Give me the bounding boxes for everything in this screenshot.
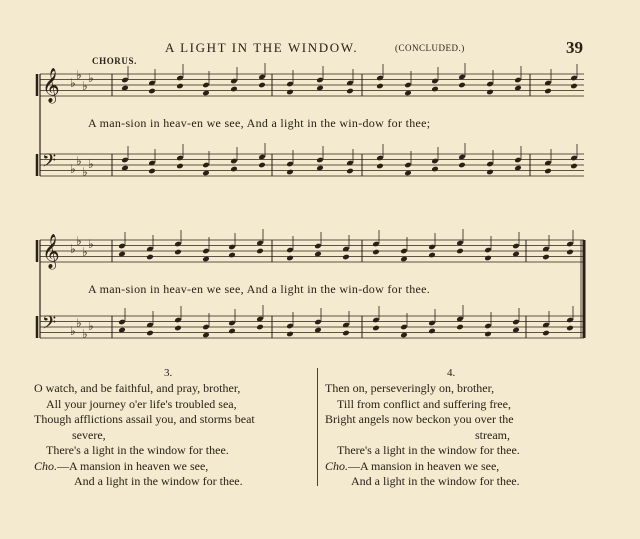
system-1-bass-note: [346, 168, 354, 175]
system-2-bass-note: [484, 331, 492, 338]
page-number: 39: [566, 38, 583, 57]
system-2-bass-key: ♭: [76, 316, 82, 330]
system-2-bass-note: [566, 325, 574, 332]
system-2-bass-key: ♭: [70, 324, 76, 338]
system-2-bass-note: [342, 330, 350, 337]
system-2-bass-note: [286, 331, 294, 338]
verse-4-line-1: Then on, perseveringly on, brother,: [325, 381, 495, 395]
system-2-treble-key: ♭: [70, 242, 76, 256]
verse-4-line-3: Bright angels now beckon you over the: [325, 412, 514, 426]
system-2-treble-note: [146, 254, 154, 261]
system-2-bass-note: [174, 325, 182, 332]
system-1-treble-note: [376, 83, 384, 90]
system-1-treble-note: [486, 89, 494, 96]
system-1-treble-note: [346, 88, 354, 95]
verse-3-line-4: severe,: [72, 427, 106, 442]
page-subtitle: (CONCLUDED.): [395, 43, 465, 53]
system-1-bass-note: [570, 163, 578, 170]
verse-divider: [317, 368, 318, 486]
system-1-bass-key: ♭: [88, 157, 94, 171]
system-1-lyrics: A man-sion in heav-en we see, And a light in the win-dow for thee;: [88, 116, 431, 130]
system-2-treble-note: [174, 249, 182, 256]
system-2-treble-note: [566, 249, 574, 256]
verse-3-number: 3.: [164, 367, 173, 379]
verse-4-line-5: There's a light in the window for thee.: [337, 443, 520, 457]
system-2-bass-note: [146, 330, 154, 337]
system-1-bass-note: [376, 163, 384, 170]
system-1-bass-note: [458, 162, 466, 169]
system-2-treble-note: [484, 255, 492, 262]
page-title: A LIGHT IN THE WINDOW.: [165, 40, 359, 55]
system-2-treble-note: [342, 254, 350, 261]
system-2-bass-note: [256, 324, 264, 331]
verse-4-number: 4.: [447, 367, 456, 379]
verse-3-chorus-1: [34, 459, 314, 475]
verse-4-line-2: Till from conflict and suffering free,: [337, 396, 511, 411]
system-2-bass-note: [542, 330, 550, 337]
system-1-bass-note: [544, 168, 552, 175]
system-2-treble-note: [286, 255, 294, 262]
verse-3-cho-label: Cho.: [34, 458, 58, 473]
system-1-bass-clef: 𝄢: [42, 151, 57, 176]
system-1-bass-note: [148, 168, 156, 175]
verse-3-line-1: O watch, and be faithful, and pray, brother,: [34, 381, 241, 395]
system-1-treble-clef: 𝄞: [42, 68, 60, 103]
system-2-bass-key: ♭: [88, 319, 94, 333]
verse-4: [325, 366, 625, 490]
system-2-bass-key: ♭: [82, 327, 88, 341]
system-2-treble-note: [228, 252, 236, 259]
system-2-treble-key: ♭: [82, 245, 88, 259]
system-2-treble-note: [372, 249, 380, 256]
system-1-bass-note: [486, 169, 494, 176]
system-1-bass-note: [230, 166, 238, 173]
system-1-bass-note: [176, 163, 184, 170]
system-2-bass-note: [428, 328, 436, 335]
system-1-treble-key: ♭: [82, 79, 88, 93]
score-drawing: [37, 63, 584, 341]
verse-3: [34, 366, 314, 490]
system-1-treble-note: [570, 83, 578, 90]
system-2-bass-note: [228, 328, 236, 335]
system-2-treble-key: ♭: [88, 237, 94, 251]
system-2-treble-note: [456, 248, 464, 255]
verse-3-chorus-text-1: —A mansion in heaven we see,: [57, 458, 209, 473]
system-1-bass-note: [258, 162, 266, 169]
system-2-bass-note: [372, 325, 380, 332]
verse-4-line-4: stream,: [475, 427, 510, 442]
system-2-bass-clef: 𝄢: [42, 313, 57, 338]
verse-4-chorus-text-1: —A mansion in heaven we see,: [348, 458, 500, 473]
verse-3-line-5: There's a light in the window for thee.: [46, 443, 229, 457]
system-2-treble-key: ♭: [76, 234, 82, 248]
system-1-bass-note: [286, 169, 294, 176]
system-1-treble-note: [458, 82, 466, 89]
system-1-treble-note: [431, 86, 439, 93]
system-1-treble-note: [148, 88, 156, 95]
verse-3-chorus-2: And a light in the window for thee.: [74, 474, 243, 488]
system-1-treble-note: [286, 89, 294, 96]
system-1-treble-note: [176, 83, 184, 90]
system-1-bass-key: ♭: [76, 154, 82, 168]
system-2-treble-note: [256, 248, 264, 255]
system-2-treble-clef: 𝄞: [42, 234, 60, 269]
system-1-treble-key: ♭: [88, 71, 94, 85]
system-2-lyrics: A man-sion in heav-en we see, And a light in the win-dow for thee.: [88, 282, 431, 296]
system-1-treble-note: [230, 86, 238, 93]
system-1-treble-note: [258, 82, 266, 89]
verses-section: [0, 366, 640, 536]
system-1-treble-key: ♭: [76, 68, 82, 82]
system-1-treble-key: ♭: [70, 76, 76, 90]
system-2-treble-note: [428, 252, 436, 259]
system-1-bass-key: ♭: [70, 162, 76, 176]
verse-4-chorus-2: And a light in the window for thee.: [351, 474, 520, 488]
system-1-bass-note: [431, 166, 439, 173]
verse-3-line-3: Though afflictions assail you, and storms beat: [34, 412, 255, 426]
system-1-bass-key: ♭: [82, 165, 88, 179]
system-2-bass-note: [456, 324, 464, 331]
verse-4-chorus-1: [325, 459, 625, 475]
verse-3-line-2: All your journey o'er life's troubled sea,: [46, 396, 237, 411]
system-2-treble-note: [542, 254, 550, 261]
chorus-label: CHORUS.: [92, 56, 137, 66]
system-1-treble-note: [544, 88, 552, 95]
verse-4-cho-label: Cho.: [325, 458, 349, 473]
